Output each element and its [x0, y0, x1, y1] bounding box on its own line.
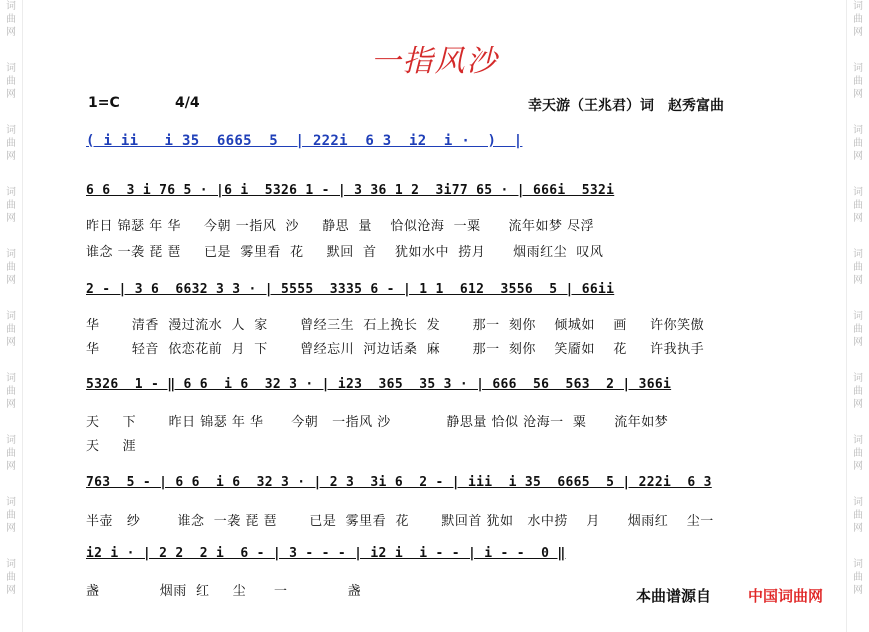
- watermark-text: 词 曲 网: [6, 497, 16, 534]
- song-title: 一指风沙: [370, 44, 499, 79]
- site-name-link[interactable]: 中国词曲网: [748, 587, 824, 605]
- lyric-line-3: 华 清香 漫过流水 人 家 曾经三生 石上挽长 发 那一 刻你 倾城如 画 许你笑傲: [86, 318, 705, 333]
- notation-line-5: i2 i · | 2 2 2 i 6 - | 3 - - - | i2 i i - - | i - - 0 ‖: [86, 546, 566, 561]
- notation-line-4: 763 5 - | 6 6 i 6 32 3 · | 2 3 3i 6 2 - | iii i 35 6665 5 | 222i 6 3: [86, 475, 712, 490]
- watermark-text: 词 曲 网: [6, 311, 16, 348]
- lyric-line-1: 昨日 锦瑟 年 华 今朝 一指风 沙 静思 量 恰似沧海 一粟 流年如梦 尽浮: [86, 219, 595, 234]
- watermark-text: 词 曲 网: [6, 125, 16, 162]
- watermark-text: 词 曲 网: [6, 63, 16, 100]
- watermark-text: 词 曲 网: [853, 1, 863, 38]
- watermark-text: 词 曲 网: [6, 559, 16, 596]
- watermark-text: 词 曲 网: [853, 63, 863, 100]
- watermark-right-column: [846, 0, 869, 632]
- notation-line-1: 6 6 3 i 76 5 · |6 i 5326 1 - | 3 36 1 2 3i77 65 · | 666i 532i: [86, 183, 615, 198]
- source-label: 本曲谱源自: [636, 587, 712, 605]
- watermark-text: 词 曲 网: [6, 1, 16, 38]
- time-signature: 4/4: [175, 95, 200, 111]
- lyric-line-5: 天 下 昨日 锦瑟 年 华 今朝 一指风 沙 静思量 恰似 沧海一 粟 流年如梦: [86, 415, 669, 430]
- lyric-line-6: 天 涯: [86, 439, 137, 454]
- lyric-line-4: 华 轻音 依恋花前 月 下 曾经忘川 河边话桑 麻 那一 刻你 笑靥如 花 许我执手: [86, 342, 705, 357]
- intro-notation: ( i ii i 35 6665 5 | 222i 6 3 i2 i · ) |: [86, 133, 523, 149]
- watermark-text: 词 曲 网: [853, 373, 863, 410]
- credits: 幸天游（王兆君）词 赵秀富曲: [528, 98, 724, 114]
- notation-line-2: 2 - | 3 6 6632 3 3 · | 5555 3335 6 - | 1 1 612 3556 5 | 66ii: [86, 282, 615, 297]
- watermark-left-column: [0, 0, 23, 632]
- lyric-line-2: 谁念 一袭 琵 琶 已是 雾里看 花 默回 首 犹如水中 捞月 烟雨红尘 叹风: [86, 245, 604, 260]
- watermark-text: 词 曲 网: [853, 559, 863, 596]
- watermark-text: 词 曲 网: [853, 187, 863, 224]
- lyric-line-7: 半壶 纱 谁念 一袭 琵 琶 已是 雾里看 花 默回首 犹如 水中捞 月 烟雨红 尘一: [86, 514, 714, 529]
- watermark-text: 词 曲 网: [853, 249, 863, 286]
- watermark-text: 词 曲 网: [853, 497, 863, 534]
- watermark-text: 词 曲 网: [6, 373, 16, 410]
- notation-line-3: 5326 1 - ‖ 6 6 i 6 32 3 · | i23 365 35 3 · | 666 56 563 2 | 366i: [86, 377, 672, 392]
- watermark-text: 词 曲 网: [853, 435, 863, 472]
- watermark-text: 词 曲 网: [6, 249, 16, 286]
- watermark-text: 词 曲 网: [853, 125, 863, 162]
- lyric-line-8: 盏 烟雨 红 尘 一 盏: [86, 584, 362, 599]
- key-signature: 1=C: [88, 95, 120, 111]
- watermark-text: 词 曲 网: [853, 311, 863, 348]
- watermark-text: 词 曲 网: [6, 435, 16, 472]
- watermark-text: 词 曲 网: [6, 187, 16, 224]
